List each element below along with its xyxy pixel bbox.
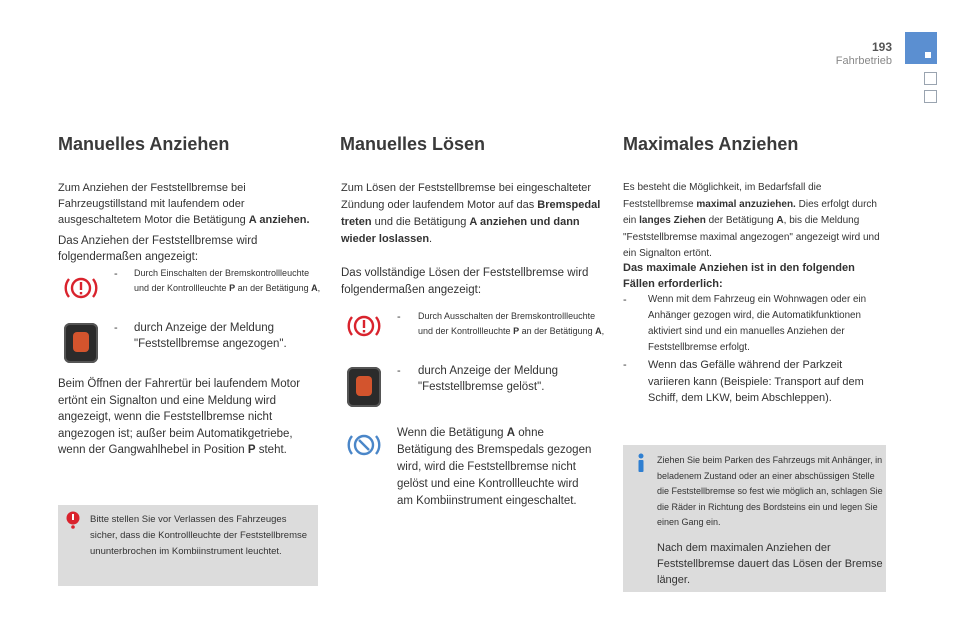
brake-warning-icon [346, 308, 382, 344]
warning-note-box [58, 505, 318, 586]
bullet-dash: - [397, 365, 401, 377]
bullet-dash: - [114, 268, 118, 280]
bullet-apply-message: durch Anzeige der Meldung "Feststellbremse angezogen". [134, 322, 287, 350]
page-number: 193 [871, 40, 892, 54]
heading-manual-release: Manuelles Lösen [340, 134, 486, 154]
bullet-dash: - [397, 311, 401, 323]
bullet-release-message: durch Anzeige der Meldung "Feststellbremse gelöst". [418, 365, 559, 393]
bullet-apply-light: Durch Einschalten der Bremskontrollleuchte und der Kontrollleuchte P an der Betätigung A, [134, 268, 321, 293]
warning-exclamation-icon [66, 511, 80, 534]
paragraph-apply-display: Das Anziehen der Feststellbremse wird folgendermaßen angezeigt: [58, 235, 258, 263]
paragraph-release-no-pedal: Wenn die Betätigung A ohne Betätigung des Bremspedals gezogen wird, wird die Feststellbremse nicht gelöst und eine Kontrollleuchte wird am Kombiinstrument eingeschaltet. [397, 427, 592, 507]
paragraph-door-signal: Beim Öffnen der Fahrertür bei laufendem Motor ertönt ein Signalton und eine Meldung wird angezeigt, wenn die Feststellbremse nicht angezogen ist; außer beim Automatikgetriebe, wenn der Gangwahlhebel in Position P steht. [58, 378, 301, 456]
brake-warning-icon [63, 270, 99, 306]
bullet-trailer: Wenn mit dem Fahrzeug ein Wohnwagen oder ein Anhänger gezogen wird, die Automatikfunktionen aktiviert sind und ein manuelles Anziehen der Feststellbremse erfolgt. [648, 294, 867, 353]
warning-note-text: Bitte stellen Sie vor Verlassen des Fahrzeuges sicher, dass die Kontrollleuchte der Feststellbremse ununterbrochen im Kombiinstrument leuchtet. [90, 514, 308, 557]
parking-brake-switch-icon [347, 367, 381, 407]
info-icon [633, 453, 649, 478]
bullet-release-light: Durch Ausschalten der Bremskontrollleuchte und der Kontrollleuchte P an der Betätigung A, [418, 311, 605, 336]
heading-manual-apply: Manuelles Anziehen [58, 134, 230, 154]
bullet-slope: Wenn das Gefälle während der Parkzeit variieren kann (Beispiele: Transport auf dem Schiff, dem LKW, beim Abschleppen). [648, 359, 864, 404]
subheading-max-required: Das maximale Anziehen ist in den folgenden Fällen erforderlich: [623, 262, 855, 290]
bullet-dash: - [623, 359, 627, 371]
chapter-tab-marker [924, 72, 937, 85]
parking-brake-indicator-icon [346, 427, 382, 468]
info-note-emphasis: Nach dem maximalen Anziehen der Feststellbremse dauert das Lösen der Bremse länger. [657, 542, 883, 586]
bullet-dash: - [623, 294, 627, 306]
section-title: Fahrbetrieb [835, 55, 892, 67]
info-note-text: Ziehen Sie beim Parken des Fahrzeugs mit Anhänger, in beladenem Zustand oder an einer abschüssigen Stelle die Feststellbremse so fest wie möglich an, schlagen Sie die Räder in Richtung des Bordsteins ein und legen Sie einen Gang ein. [657, 455, 883, 527]
info-note-box [623, 445, 886, 592]
chapter-tab-active [905, 32, 937, 64]
paragraph-release-display: Das vollständige Lösen der Feststellbremse wird folgendermaßen angezeigt: [341, 267, 589, 296]
paragraph-release-intro: Zum Lösen der Feststellbremse bei eingeschalteter Zündung oder laufendem Motor auf das Bremspedal treten und die Betätigung A anziehen und dann wieder loslassen. [341, 182, 601, 245]
paragraph-apply-intro: Zum Anziehen der Feststellbremse bei Fahrzeugstillstand mit laufendem oder ausgeschaltetem Motor die Betätigung A anziehen. [58, 182, 310, 226]
paragraph-max-intro: Es besteht die Möglichkeit, im Bedarfsfall die Feststellbremse maximal anzuziehen. Dies erfolgt durch ein langes Ziehen der Betätigung A, bis die Meldung "Feststellbremse maximal angezogen" angezeigt wird und ein Signalton ertönt. [623, 182, 880, 259]
parking-brake-switch-icon [64, 323, 98, 363]
chapter-tab-marker [924, 90, 937, 103]
heading-max-apply: Maximales Anziehen [623, 134, 799, 154]
bullet-dash: - [114, 322, 118, 334]
